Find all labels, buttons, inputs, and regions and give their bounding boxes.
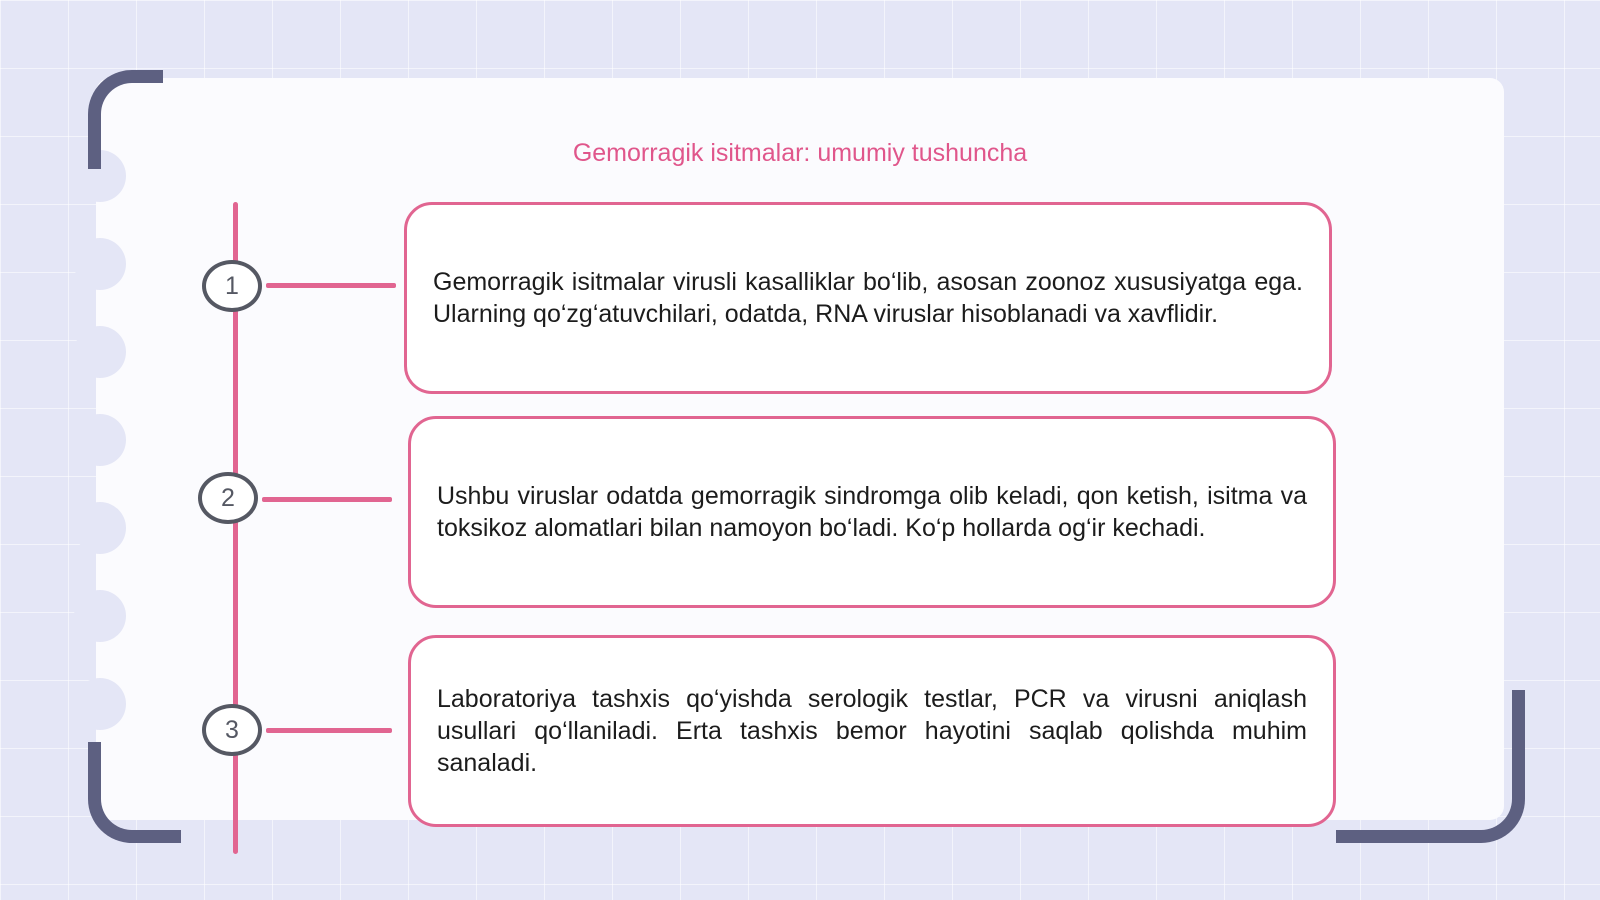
timeline-connector	[266, 728, 392, 733]
card-notch	[74, 326, 126, 378]
timeline-item-text: Laboratoriya tashxis qo‘yishda serologik testlar, PCR va virusni aniqlash usullari qo‘llaniladi. Erta tashxis bemor hayotini saqlab qolishda muhim sanaladi.	[437, 685, 1307, 777]
timeline-node-1: 1	[202, 260, 262, 312]
timeline-item-box-1	[404, 202, 1332, 394]
card-notch	[74, 502, 126, 554]
timeline-connector	[262, 497, 392, 502]
timeline-item-text: Ushbu viruslar odatda gemorragik sindromga olib keladi, qon ketish, isitma va toksikoz alomatlari bilan namoyon bo‘ladi. Ko‘p hollarda og‘ir kechadi.	[437, 482, 1307, 542]
timeline-node-2: 2	[198, 472, 258, 524]
corner-bracket-bottom-right	[1336, 690, 1525, 843]
card-notch	[74, 590, 126, 642]
timeline-node-3: 3	[202, 704, 262, 756]
card-notch	[74, 238, 126, 290]
timeline-item-text: Gemorragik isitmalar virusli kasalliklar bo‘lib, asosan zoonoz xususiyatga ega. Ularning qo‘zg‘atuvchilari, odatda, RNA viruslar hisoblanadi va xavflidir.	[433, 268, 1303, 328]
card-notch	[74, 414, 126, 466]
timeline-connector	[266, 283, 396, 288]
card-notch	[74, 678, 126, 730]
timeline-item-box-3	[408, 635, 1336, 827]
timeline-item-box-2	[408, 416, 1336, 608]
corner-bracket-bottom-left	[88, 742, 181, 843]
slide-title: Gemorragik isitmalar: umumiy tushuncha	[572, 138, 1028, 167]
